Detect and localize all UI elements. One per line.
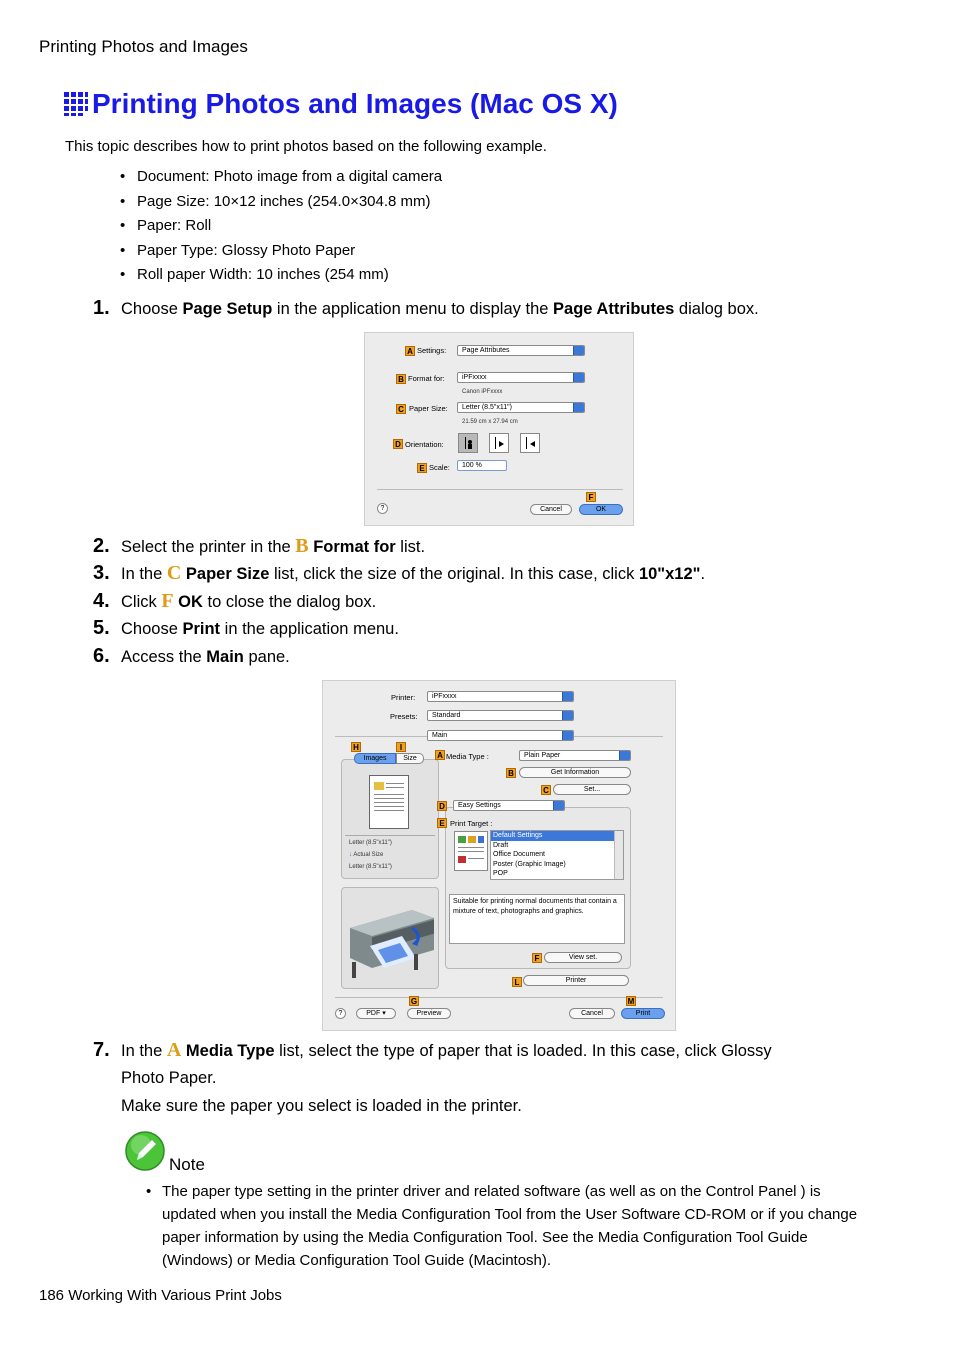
paper-size-popup[interactable]: Letter (8.5"x11") bbox=[457, 402, 585, 413]
list-item[interactable]: Poster (Graphic Image) bbox=[493, 860, 566, 868]
orientation-label: Orientation: bbox=[405, 440, 444, 449]
tab-images[interactable]: Images bbox=[354, 753, 396, 764]
callout-tag-a: A bbox=[405, 346, 415, 356]
help-button[interactable]: ? bbox=[377, 503, 388, 514]
step-4: 4. Click F OK to close the dialog box. bbox=[93, 590, 377, 612]
scale-field[interactable]: 100 % bbox=[457, 460, 507, 471]
note-body: • The paper type setting in the printer driver and related software (as well as on the Control Panel ) is updated when you install the Media Configuration Tool from the User Software CD-ROM or if you change paper information by using the Media Configuration Tool. See the Media Configuration Tool Guide (Windows) or Media Configuration Tool Guide (Macintosh). bbox=[146, 1180, 876, 1272]
callout-tag-b: B bbox=[396, 374, 406, 384]
pane-popup[interactable]: Main bbox=[427, 730, 574, 741]
media-type-label: Media Type : bbox=[446, 752, 489, 761]
divider bbox=[335, 997, 663, 998]
cancel-button[interactable]: Cancel bbox=[569, 1008, 615, 1019]
landscape-reverse-icon[interactable] bbox=[520, 433, 540, 453]
ok-button[interactable]: OK bbox=[579, 504, 623, 515]
step-5: 5. Choose Print in the application menu. bbox=[93, 617, 399, 639]
paper-size-label: Paper Size: bbox=[409, 404, 448, 413]
step-7-hint: Make sure the paper you select is loaded in the printer. bbox=[121, 1097, 522, 1115]
callout-tag-c: C bbox=[396, 404, 406, 414]
printer-illustration bbox=[342, 888, 438, 988]
callout-tag-c2: C bbox=[541, 785, 551, 795]
presets-popup[interactable]: Standard bbox=[427, 710, 574, 721]
tab-size[interactable]: Size bbox=[396, 753, 424, 764]
list-item: • Roll paper Width: 10 inches (254 mm) bbox=[120, 266, 389, 284]
preview-line: ↓ Actual Size bbox=[349, 852, 384, 858]
help-button[interactable]: ? bbox=[335, 1008, 346, 1019]
callout-tag-i: I bbox=[396, 742, 406, 752]
cancel-button[interactable]: Cancel bbox=[530, 504, 572, 515]
callout-tag-l: L bbox=[512, 977, 522, 987]
presets-label: Presets: bbox=[390, 712, 418, 721]
page-attributes-dialog bbox=[364, 332, 634, 526]
page-footer: 186 Working With Various Print Jobs bbox=[39, 1287, 282, 1304]
format-for-sub: Canon iPFxxxx bbox=[462, 389, 503, 395]
list-item[interactable]: Office Document bbox=[493, 851, 546, 858]
printer-popup[interactable]: iPFxxxx bbox=[427, 691, 574, 702]
callout-tag-a2: A bbox=[435, 750, 445, 760]
pencil-note-icon bbox=[124, 1130, 166, 1172]
scrollbar[interactable] bbox=[614, 831, 623, 879]
divider bbox=[345, 835, 435, 836]
callout-tag-m: M bbox=[627, 997, 635, 1006]
print-target-list[interactable] bbox=[490, 830, 624, 880]
portrait-icon[interactable] bbox=[458, 433, 478, 453]
list-item[interactable]: Default Settings bbox=[491, 831, 623, 841]
callout-tag-b2: B bbox=[506, 768, 516, 778]
list-item[interactable]: Draft bbox=[493, 841, 509, 849]
step-2: 2. Select the printer in the B Format for list. bbox=[93, 535, 426, 557]
step-7: 7. In the A Media Type list, select the type of paper that is loaded. In this case, click Glossy bbox=[93, 1039, 772, 1061]
preview-line: Letter (8.5"x11") bbox=[349, 864, 392, 870]
format-for-popup[interactable]: iPFxxxx bbox=[457, 372, 585, 383]
printer-label: Printer: bbox=[391, 693, 416, 702]
printer-image-panel bbox=[341, 887, 439, 989]
step-3: 3. In the C Paper Size list, click the size of the original. In this case, click 10"x12". bbox=[93, 562, 706, 584]
list-item: • Document: Photo image from a digital camera bbox=[120, 168, 443, 185]
print-button[interactable]: Print bbox=[621, 1008, 665, 1019]
page-preview bbox=[369, 775, 409, 829]
note-title: Note bbox=[169, 1155, 205, 1174]
list-item: • Paper: Roll bbox=[120, 217, 212, 235]
page-title-text: Printing Photos and Images (Mac OS X) bbox=[92, 88, 618, 119]
settings-popup[interactable]: Page Attributes bbox=[457, 345, 585, 356]
callout-tag-f: F bbox=[586, 492, 596, 502]
running-head: Printing Photos and Images bbox=[39, 37, 248, 56]
media-type-popup[interactable]: Plain Paper bbox=[519, 750, 631, 761]
list-item[interactable]: POP bbox=[493, 870, 508, 877]
callout-tag-d: D bbox=[393, 439, 403, 449]
list-item: • Paper Type: Glossy Photo Paper bbox=[120, 241, 356, 259]
scale-label: Scale: bbox=[429, 463, 450, 472]
preview-line: Letter (8.5"x11") bbox=[349, 840, 392, 846]
intro-text: This topic describes how to print photos based on the following example. bbox=[65, 138, 547, 155]
callout-tag-e: E bbox=[417, 463, 427, 473]
divider bbox=[377, 489, 623, 490]
target-thumbnail bbox=[454, 831, 488, 871]
callout-tag-f2: F bbox=[532, 953, 542, 963]
preview-button[interactable]: Preview bbox=[407, 1008, 451, 1019]
callout-tag-d2: D bbox=[437, 801, 447, 811]
format-for-label: Format for: bbox=[408, 374, 445, 383]
landscape-icon[interactable] bbox=[489, 433, 509, 453]
pdf-button[interactable]: PDF ▾ bbox=[356, 1008, 396, 1019]
note-text: The paper type setting in the printer driver and related software (as well as on the Control Panel ) is updated when you install the Media Configuration Tool from the User Software CD-ROM or if you change paper information by using the Media Configuration Tool. See the Media Configuration Tool Guide (Windows) or Media Configuration Tool Guide (Macintosh). bbox=[162, 1183, 858, 1269]
set-button[interactable]: Set... bbox=[553, 784, 631, 795]
example-list bbox=[120, 168, 442, 291]
callout-tag-e2: E bbox=[437, 818, 447, 828]
step-6: 6. Access the Main pane. bbox=[93, 645, 290, 667]
printer-button[interactable]: Printer bbox=[523, 975, 629, 986]
list-item: • Page Size: 10×12 inches (254.0×304.8 mm) bbox=[120, 192, 431, 210]
paper-size-sub: 21.59 cm x 27.94 cm bbox=[462, 419, 518, 425]
print-dialog bbox=[322, 680, 676, 1031]
page-title bbox=[64, 88, 618, 120]
settings-label: Settings: bbox=[417, 346, 447, 355]
view-set-button[interactable]: View set. bbox=[544, 952, 622, 963]
callout-tag-g: G bbox=[410, 997, 418, 1006]
callout-tag-h: H bbox=[351, 742, 361, 752]
grid-icon bbox=[64, 92, 88, 116]
description-box: Suitable for printing normal documents that contain a mixture of text, photographs and graphics. bbox=[449, 894, 625, 944]
easy-settings-popup[interactable]: Easy Settings bbox=[453, 800, 565, 811]
step-7-continued: Photo Paper. bbox=[121, 1069, 217, 1087]
get-information-button[interactable]: Get Information bbox=[519, 767, 631, 778]
print-target-label: Print Target : bbox=[450, 819, 493, 828]
step-1: 1. Choose Page Setup in the application menu to display the Page Attributes dialog box. bbox=[93, 297, 759, 319]
